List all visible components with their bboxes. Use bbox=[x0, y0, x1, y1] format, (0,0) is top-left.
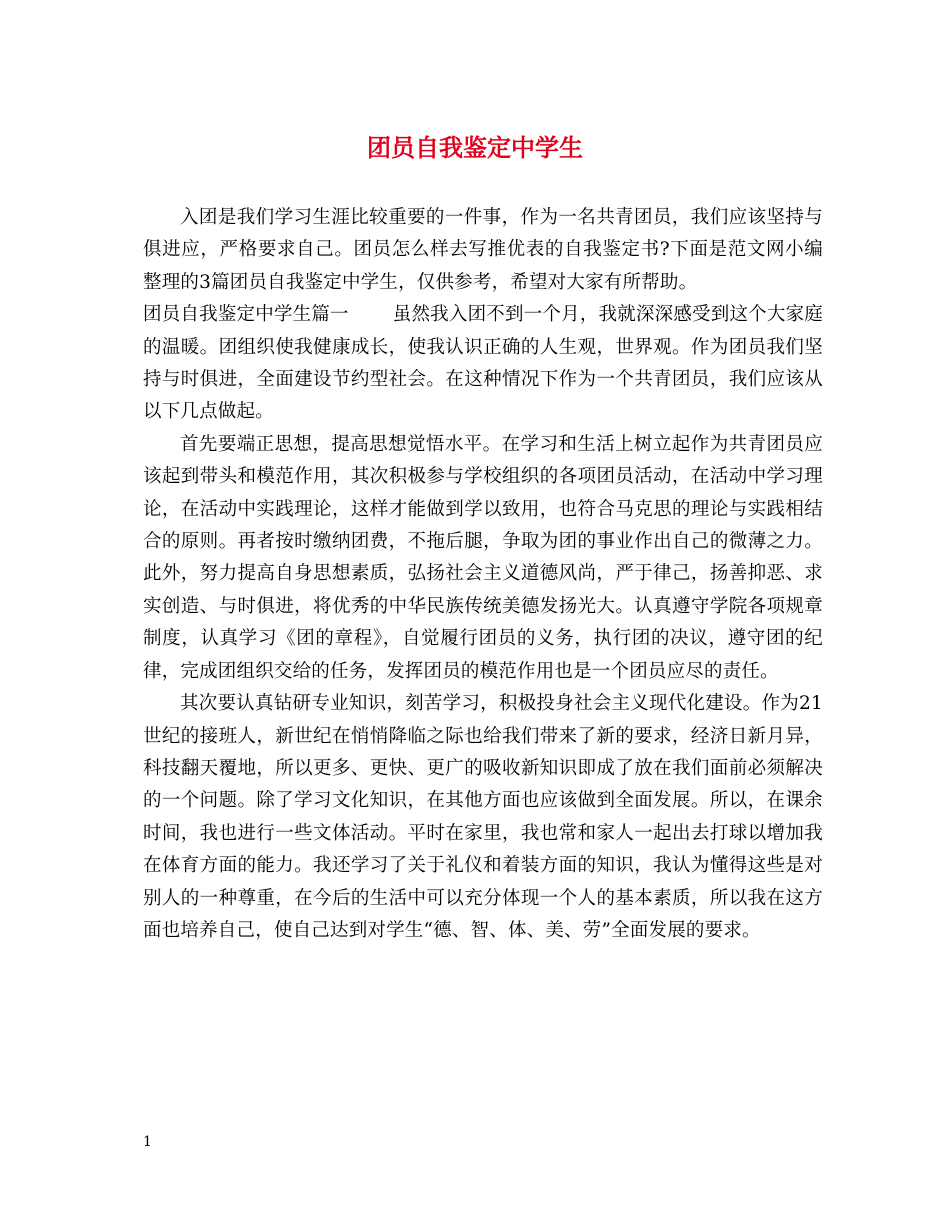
section-heading: 团员自我鉴定中学生篇一 bbox=[143, 304, 349, 326]
body-paragraph-thought: 首先要端正思想，提高思想觉悟水平。在学习和生活上树立起作为共青团员应该起到带头和模范作用，其次积极参与学校组织的各项团员活动，在活动中学习理论，在活动中实践理论，这样才能做到学以致用，也符合马克思的理论与实践相结合的原则。再者按时缴纳团费，不拖后腿，争取为团的事业作出自己的微薄之力。此外，努力提高自身思想素质，弘扬社会主义道德风尚，严于律己，扬善抑恶、求实创造、与时俱进，将优秀的中华民族传统美德发扬光大。认真遵守学院各项规章制度，认真学习《团的章程》，自觉履行团员的义务，执行团的决议，遵守团的纪律，完成团组织交给的任务，发挥团员的模范作用也是一个团员应尽的责任。 bbox=[143, 433, 823, 682]
document-title: 团员自我鉴定中学生 bbox=[367, 133, 583, 162]
section-first-paragraph: 虽然我入团不到一个月，我就深深感受到这个大家庭的温暖。团组织使我健康成长，使我认识正确的人生观，世界观。作为团员我们坚持与时俱进，全面建设节约型社会。在这种情况下作为一个共青团员，我们应该从以下几点做起。 bbox=[143, 304, 823, 423]
intro-paragraph: 入团是我们学习生涯比较重要的一件事，作为一名共青团员，我们应该坚持与俱进应，严格要求自己。团员怎么样去写推优表的自我鉴定书?下面是范文网小编整理的3篇团员自我鉴定中学生，仅供参考，希望对大家有所帮助。 bbox=[143, 207, 823, 293]
body-paragraph-study: 其次要认真钻研专业知识，刻苦学习，积极投身社会主义现代化建设。作为21世纪的接班人，新世纪在悄悄降临之际也给我们带来了新的要求，经济日新月异，科技翻天覆地，所以更多、更快、更广的吸收新知识即成了放在我们面前必须解决的一个问题。除了学习文化知识，在其他方面也应该做到全面发展。所以，在课余时间，我也进行一些文体活动。平时在家里，我也常和家人一起出去打球以增加我在体育方面的能力。我还学习了关于礼仪和着装方面的知识，我认为懂得这些是对别人的一种尊重，在今后的生活中可以充分体现一个人的基本素质，所以我在这方面也培养自己，使自己达到对学生“德、智、体、美、劳”全面发展的要求。 bbox=[143, 693, 823, 941]
page-number: 1 bbox=[143, 1134, 152, 1150]
section-paragraph bbox=[143, 299, 823, 429]
document-body bbox=[143, 202, 823, 947]
